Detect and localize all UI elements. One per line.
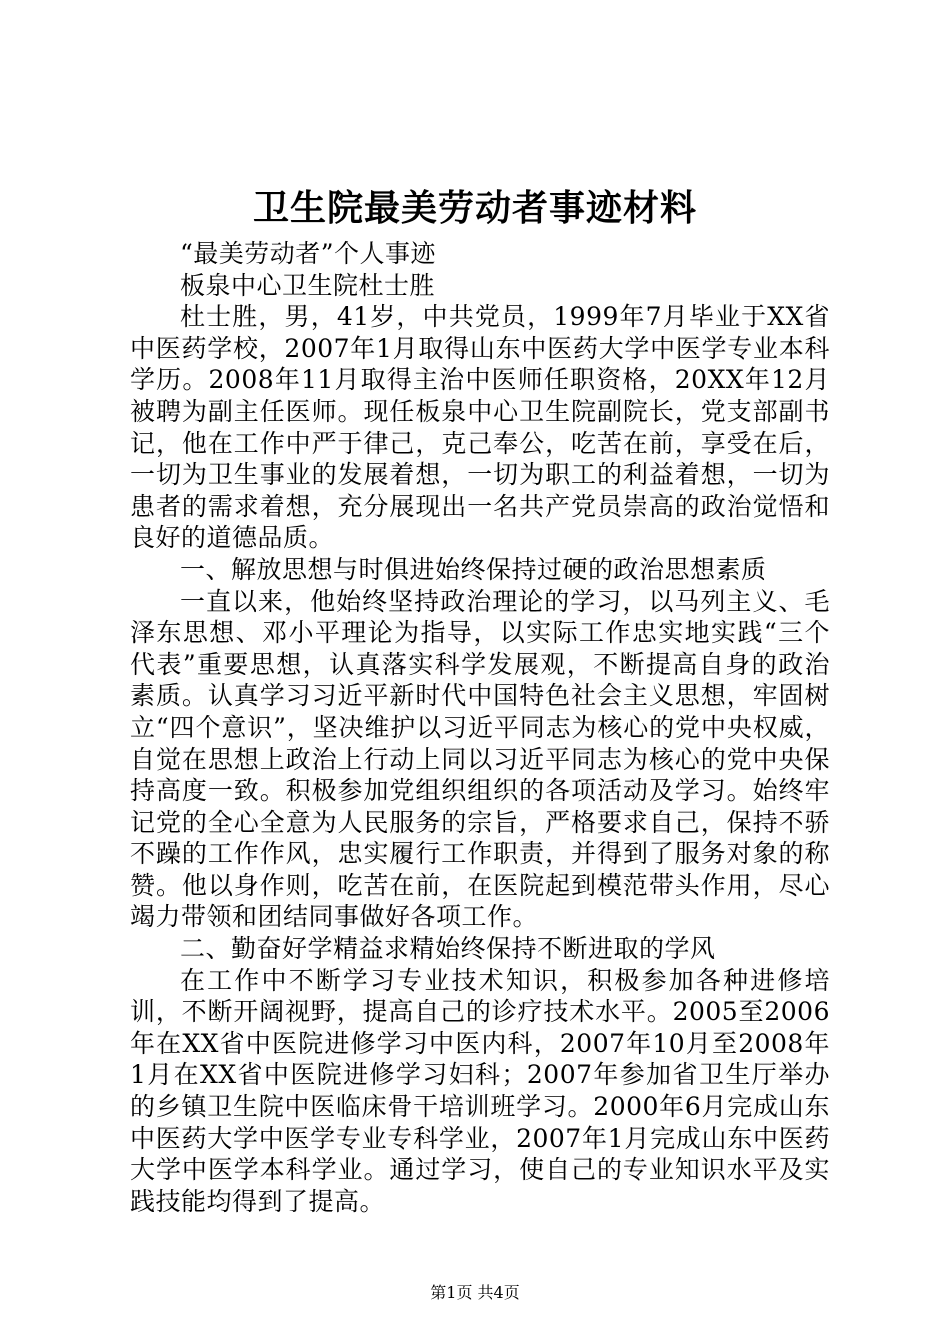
- page-footer: 第1页 共4页: [430, 1283, 520, 1302]
- section-1-paragraph: 一直以来，他始终坚持政治理论的学习，以马列主义、毛泽东思想、邓小平理论为指导，以实际工作忠实地实践“三个代表”重要思想，认真落实科学发展观，不断提高自身的政治素质。认真学习习近平新时代中国特色社会主义思想，牢固树立“四个意识”，坚决维护以习近平同志为核心的党中央权威，自觉在思想上政治上行动上同以习近平同志为核心的党中央保持高度一致。积极参加党组织组织的各项活动及学习。始终牢记党的全心全意为人民服务的宗旨，严格要求自己，保持不骄不躁的工作作风，忠实履行工作职责，并得到了服务对象的称赞。他以身作则，吃苦在前，在医院起到模范带头作用，尽心竭力带领和团结同事做好各项工作。: [130, 586, 830, 932]
- author-paragraph: 板泉中心卫生院杜士胜: [180, 270, 436, 300]
- document-title: 卫生院最美劳动者事迹材料: [252, 187, 697, 229]
- intro-paragraph: 杜士胜，男，41岁，中共党员，1999年7月毕业于XX省中医药学校，2007年1月取得山东中医药大学中医学专业本科学历。2008年11月取得主治中医师任职资格，20XX年12月被聘为副主任医师。现任板泉中心卫生院副院长，党支部副书记，他在工作中严于律己，克己奉公，吃苦在前，享受在后，一切为卫生事业的发展着想，一切为职工的利益着想，一切为患者的需求着想，充分展现出一名共产党员崇高的政治觉悟和良好的道德品质。: [130, 302, 830, 553]
- subtitle-paragraph: “最美劳动者”个人事迹: [180, 239, 437, 268]
- section-heading-2: 二、勤奋好学精益求精始终保持不断进取的学风: [180, 934, 716, 964]
- section-2-paragraph: 在工作中不断学习专业技术知识，积极参加各种进修培训，不断开阔视野，提高自己的诊疗技术水平。2005至2006年在XX省中医院进修学习中医内科，2007年10月至2008年1月在XX省中医院进修学习妇科；2007年参加省卫生厅举办的乡镇卫生院中医临床骨干培训班学习。2000年6月完成山东中医药大学中医学专业专科学业，2007年1月完成山东中医药大学中医学本科学业。通过学习，使自己的专业知识水平及实践技能均得到了提高。: [130, 965, 830, 1216]
- section-heading-1: 一、解放思想与时俱进始终保持过硬的政治思想素质: [180, 554, 767, 584]
- document-body: [130, 238, 830, 1217]
